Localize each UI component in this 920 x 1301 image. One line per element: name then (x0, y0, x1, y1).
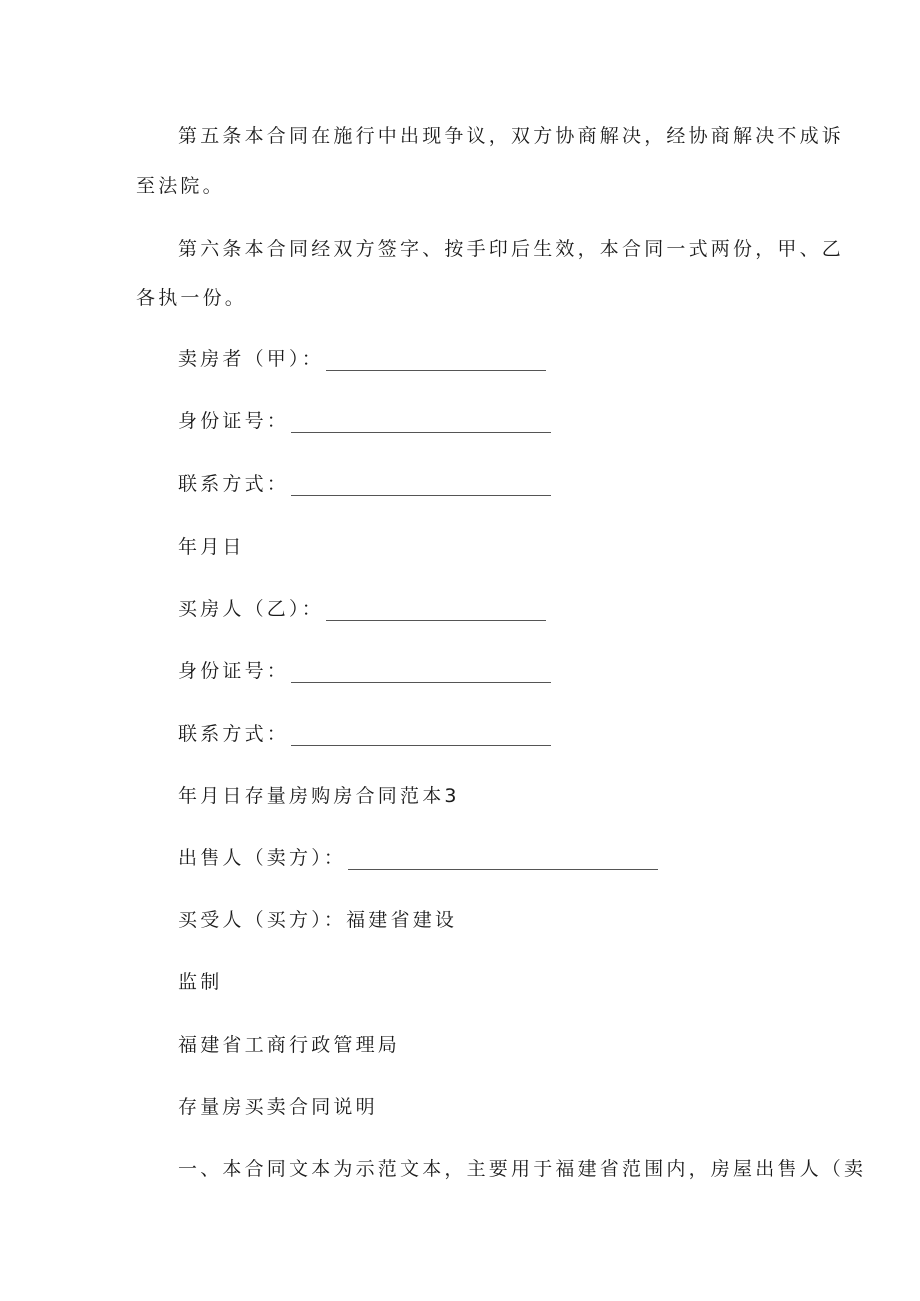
seller-field (178, 347, 546, 371)
article6-line1: 第六条本合同经双方签字、按手印后生效，本合同一式两份，甲、乙 (178, 238, 845, 260)
template3-explain-title: 存量房买卖合同说明 (178, 1096, 378, 1118)
template3-seller-blank-line[interactable] (348, 851, 658, 870)
seller-id-field (178, 409, 551, 433)
buyer-id-label: 身份证号： (178, 660, 290, 682)
template3-buyer-line: 买受人（买方）：福建省建设 (178, 909, 458, 931)
seller-contact-field (178, 472, 551, 496)
template3-supervise: 监制 (178, 971, 223, 993)
template3-seller-field (178, 846, 658, 870)
template3-seller-label: 出售人（卖方）： (178, 847, 347, 869)
template3-bureau: 福建省工商行政管理局 (178, 1034, 401, 1056)
buyer-contact-label: 联系方式： (178, 723, 290, 745)
seller-contact-blank-line[interactable] (291, 477, 551, 496)
template3-title: 年月日存量房购房合同范本3 (178, 785, 460, 807)
buyer-id-field (178, 659, 551, 683)
buyer-blank-line[interactable] (326, 602, 546, 621)
seller-date: 年月日 (178, 536, 245, 558)
buyer-contact-field (178, 722, 551, 746)
article5-line2: 至法院。 (136, 175, 225, 197)
buyer-label: 买房人（乙）： (178, 598, 324, 620)
buyer-contact-blank-line[interactable] (291, 727, 551, 746)
seller-label: 卖房者（甲）： (178, 348, 324, 370)
article6-line2: 各执一份。 (136, 287, 248, 309)
buyer-id-blank-line[interactable] (291, 664, 551, 683)
seller-contact-label: 联系方式： (178, 473, 290, 495)
seller-id-label: 身份证号： (178, 410, 290, 432)
article5-line1: 第五条本合同在施行中出现争议，双方协商解决，经协商解决不成诉 (178, 125, 845, 147)
buyer-field (178, 597, 546, 621)
seller-id-blank-line[interactable] (291, 414, 551, 433)
template3-explain-1: 一、本合同文本为示范文本，主要用于福建省范围内，房屋出售人（卖 (178, 1158, 867, 1180)
seller-blank-line[interactable] (326, 352, 546, 371)
